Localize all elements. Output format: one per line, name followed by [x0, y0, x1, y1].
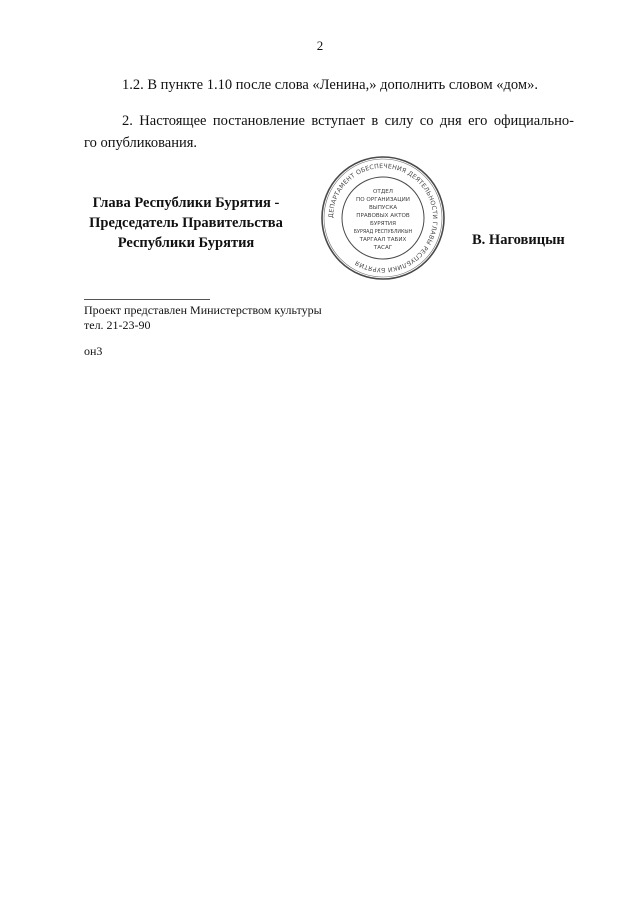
seal-center-line-2: ПО ОРГАНИЗАЦИИ [356, 197, 410, 203]
page-number: 2 [316, 38, 324, 53]
seal-center-line-1: ОТДЕЛ [373, 189, 393, 195]
signatory-title-line-1: Глава Республики Бурятия - [92, 195, 280, 211]
official-seal-icon [320, 155, 446, 281]
signatory-title [76, 193, 296, 253]
paragraph-2-line-2: го опубликования. [84, 135, 198, 151]
paragraph-1-2: 1.2. В пункте 1.10 после слова «Ленина,» дополнить словом «дом». [122, 77, 538, 93]
seal-center-line-5: БУРЯТИЯ [370, 221, 396, 227]
signatory-title-line-3: Республики Бурятия [117, 235, 255, 251]
paragraph-2-line-1: 2. Настоящее постановление вступает в силу со дня его официально- [122, 113, 574, 129]
signatory-name: В. Наговицын [472, 232, 565, 248]
footnote-project-submitter: Проект представлен Министерством культуры [84, 303, 322, 317]
footnote-divider [84, 299, 210, 300]
seal-center-line-3: ВЫПУСКА [368, 205, 398, 211]
footnote-code: он3 [84, 344, 103, 358]
signatory-title-line-2: Председатель Правительства [89, 215, 283, 231]
seal-center-line-4: ПРАВОВЫХ АКТОВ [356, 213, 410, 219]
seal-center-line-8: ТАСАГ [373, 245, 393, 251]
seal-center-line-6: БУРЯАД РЕСПУБЛИКЫН [353, 230, 413, 235]
paragraph-2 [84, 110, 574, 154]
seal-center-line-7: ТАРГААЛ ТАБИХ [359, 237, 407, 243]
seal-ring-text: ДЕПАРТАМЕНТ ОБЕСПЕЧЕНИЯ ДЕЯТЕЛЬНОСТИ ГЛАВЫ РЕСПУБЛИКИ БУРЯТИЯ [327, 162, 439, 274]
footnote-phone: тел. 21-23-90 [84, 318, 151, 332]
